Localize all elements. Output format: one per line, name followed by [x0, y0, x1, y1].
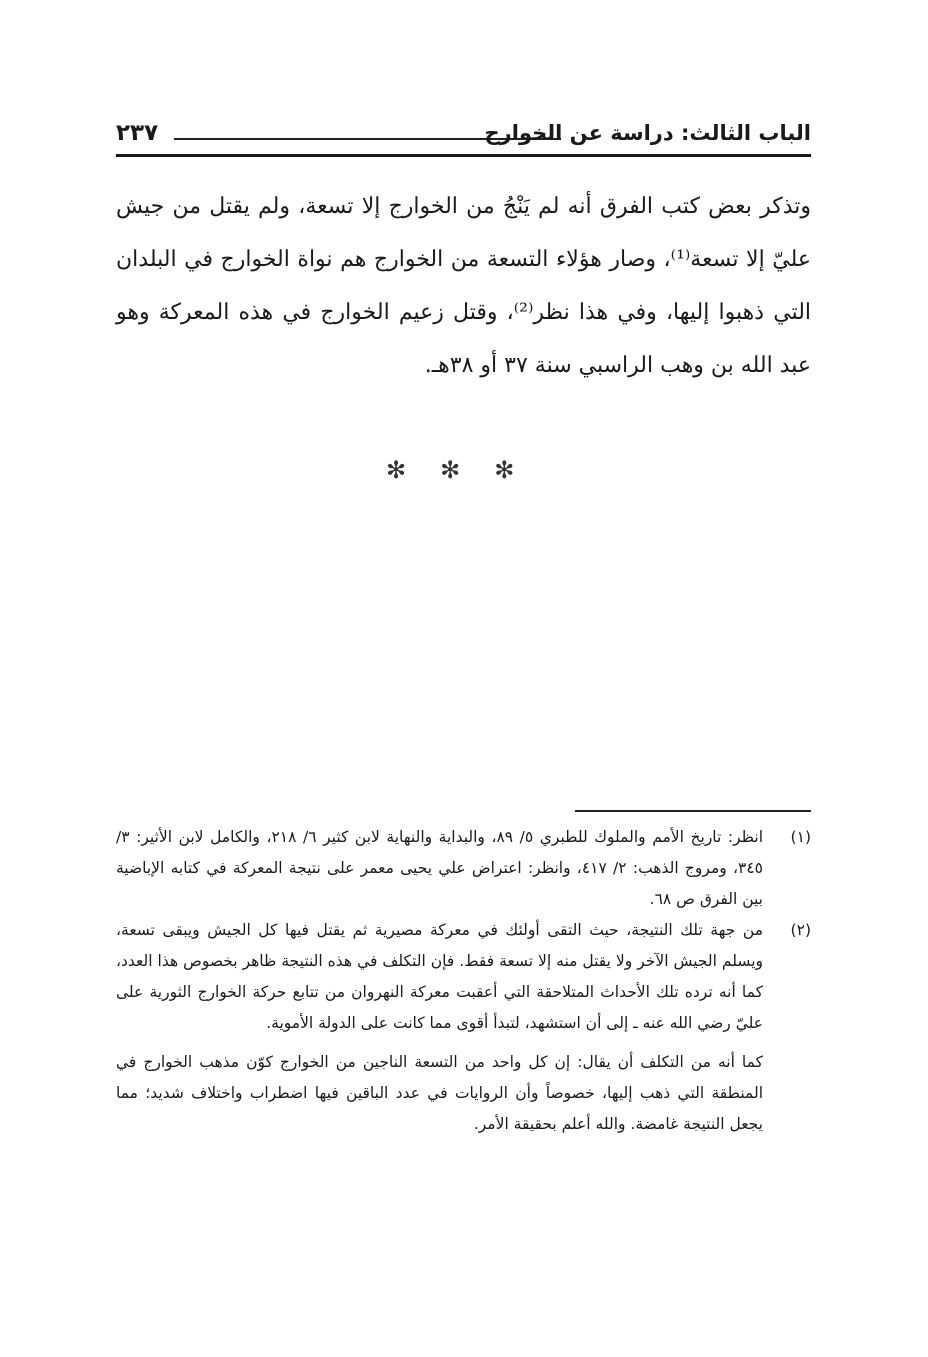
- running-title: الباب الثالث: دراسة عن الخوارج: [484, 121, 811, 145]
- page-header: [116, 118, 811, 158]
- footnote-text: انظر: تاريخ الأمم والملوك للطبري ٥/ ٨٩، والبداية والنهاية لابن كثير ٦/ ٢١٨، والكامل لابن الأثير: ٣/ ٣٤٥، ومروج الذهب: ٢/ ٤١٧، وانظر: اعتراض علي يحيى معمر على نتيجة المعركة في كتابه الإباضية بين الفرق ص ٦٨.: [116, 828, 763, 908]
- footnotes: [116, 822, 811, 1140]
- footnote-text: كما أنه من التكلف أن يقال: إن كل واحد من التسعة الناجين من الخوارج كوّن مذهب الخوارج في المنطقة التي ذهب إليها، خصوصاً وأن الروايات في عدد الباقين فيها اضطراب واختلاف شديد؛ مما يجعل النتيجة غامضة. والله أعلم بحقيقة الأمر.: [116, 1053, 763, 1133]
- footnote-text: من جهة تلك النتيجة، حيث التقى أولئك في معركة مصيرية ثم يقتل فيها كل الجيش ويبقى تسعة، ويسلم الجيش الآخر ولا يقتل منه إلا تسعة فقط. فإن التكلف في هذه النتيجة ظاهر بخصوص هذا العدد، كما أنه ترده تلك الأحداث المتلاحقة التي أعقبت معركة النهروان من تتابع حركة الخوارج الثورية على عليّ رضي الله عنه ـ إلى أن استشهد، لتبدأ أقوى مما كانت على الدولة الأموية.: [116, 921, 763, 1032]
- body-paragraph: وتذكر بعض كتب الفرق أنه لم يَنْجُ من الخوارج إلا تسعة، ولم يقتل من جيش عليّ إلا تسعة⁽¹⁾، وصار هؤلاء التسعة من الخوارج هم نواة الخوارج في البلدان التي ذهبوا إليها، وفي هذا نظر⁽²⁾، وقتل زعيم الخوارج في هذه المعركة وهو عبد الله بن وهب الراسبي سنة ٣٧ أو ٣٨هـ.: [116, 194, 812, 378]
- footnote-2-continuation: [116, 1047, 811, 1140]
- footnote-number: ( ٢ ): [791, 915, 811, 946]
- footnote-1: [116, 822, 811, 915]
- footnote-2: [116, 915, 811, 1039]
- asterisk-separator: ✻✻✻: [386, 456, 549, 484]
- header-rule: [116, 154, 811, 157]
- footnote-number: ( ١ ): [791, 822, 811, 853]
- page-number: ٢٣٧: [116, 120, 159, 146]
- footnote-rule: [575, 810, 811, 812]
- main-text: [116, 180, 811, 392]
